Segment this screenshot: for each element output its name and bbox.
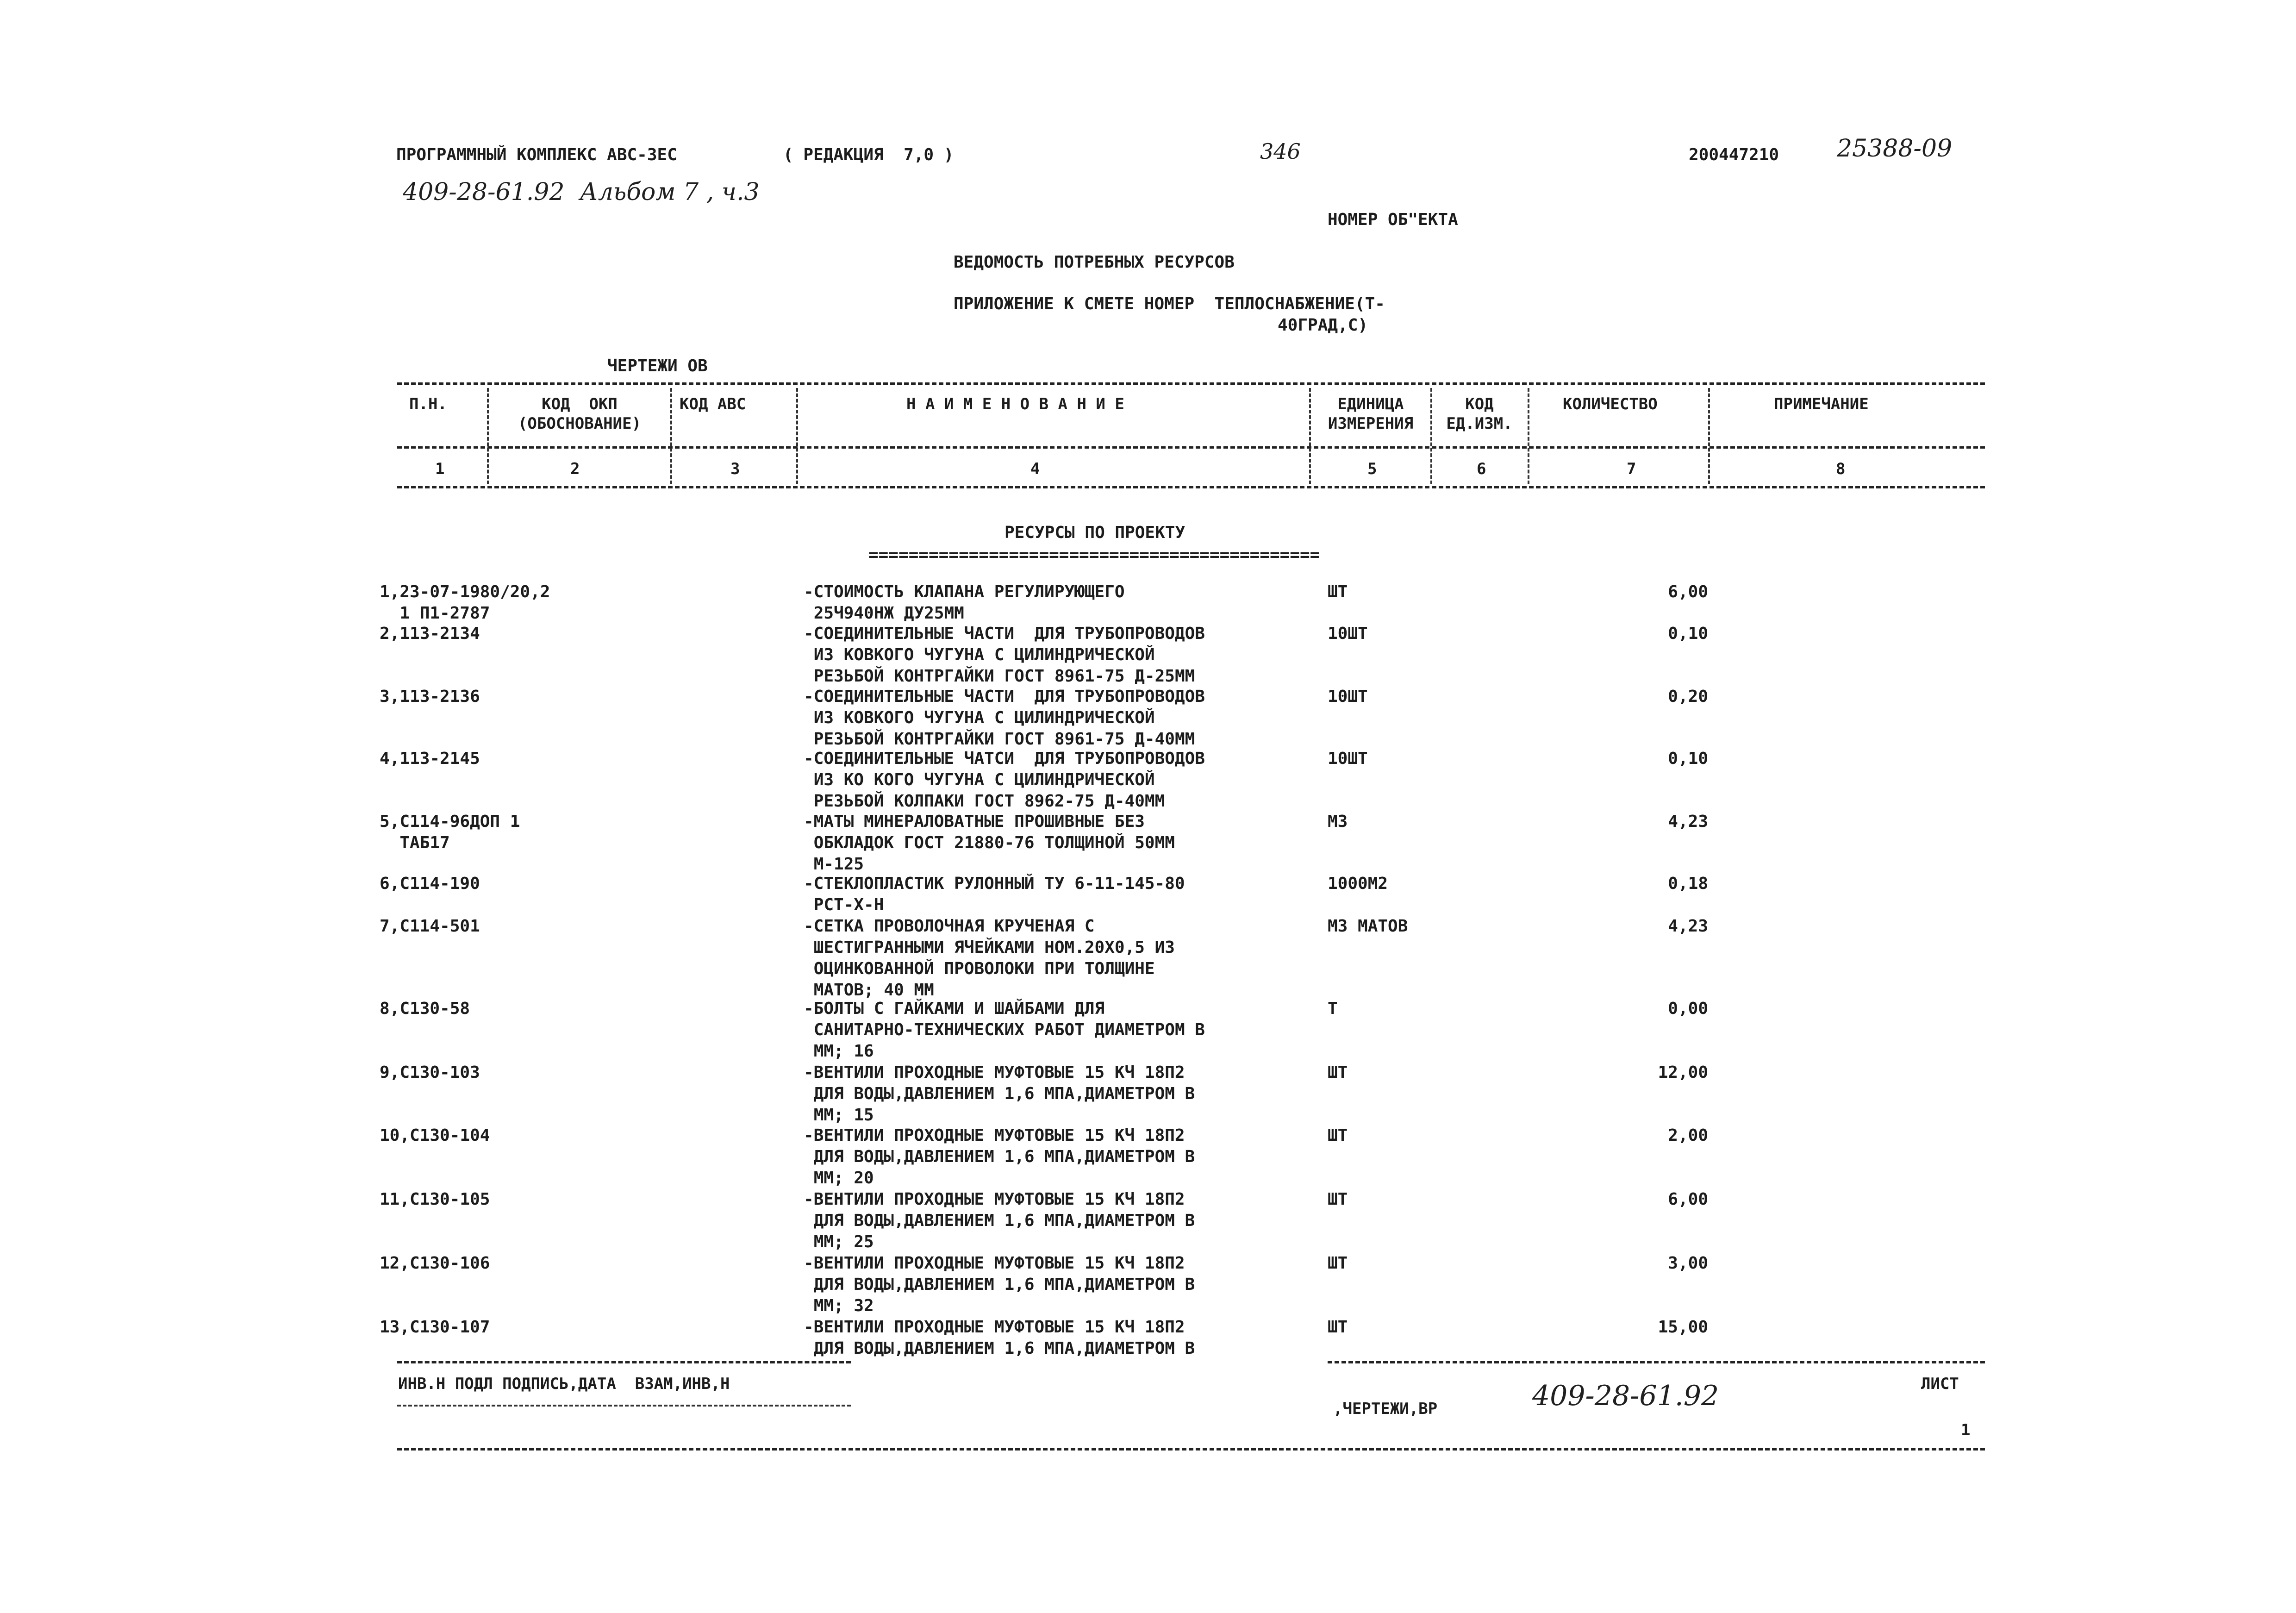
col-separator	[1528, 388, 1529, 484]
appendix-line-1: ПРИЛОЖЕНИЕ К СМЕТЕ НОМЕР ТЕПЛОСНАБЖЕНИЕ(Т-	[954, 294, 1385, 313]
row-unit: М3 МАТОВ	[1328, 917, 1408, 936]
numbers-bottom-rule	[397, 486, 1985, 488]
row-unit: М3	[1328, 812, 1348, 831]
row-code: 4,113-2145	[380, 749, 480, 768]
row-name: -ВЕНТИЛИ ПРОХОДНЫЕ МУФТОВЫЕ 15 КЧ 18П2 ДЛЯ ВОДЫ,ДАВЛЕНИЕМ 1,6 МПА,ДИАМЕТРОМ В ММ; 32	[804, 1254, 1195, 1315]
row-code: 1,23-07-1980/20,2 1 П1-2787	[380, 582, 550, 623]
row-name: -БОЛТЫ С ГАЙКАМИ И ШАЙБАМИ ДЛЯ САНИТАРНО-ТЕХНИЧЕСКИХ РАБОТ ДИАМЕТРОМ В ММ; 16	[804, 999, 1205, 1061]
col-number: 1	[435, 460, 445, 478]
header-bottom-rule	[397, 446, 1985, 449]
row-unit: ШТ	[1328, 1318, 1348, 1337]
row-name: -СЕТКА ПРОВОЛОЧНАЯ КРУЧЕНАЯ С ШЕСТИГРАННЫМИ ЯЧЕЙКАМИ НОМ.20Х0,5 ИЗ ОЦИНКОВАННОЙ ПРОВОЛОКИ ПРИ ТОЛЩИНЕ МАТОВ; 40 ММ	[804, 917, 1175, 1000]
footer-left-labels: ИНВ.Н ПОДЛ ПОДПИСЬ,ДАТА ВЗАМ,ИНВ,Н	[398, 1375, 730, 1393]
drawing-number: 409-28-61.92	[1532, 1380, 1719, 1412]
col-separator	[1430, 388, 1432, 484]
row-code: 12,С130-106	[380, 1254, 490, 1273]
row-quantity: 6,00	[1668, 1190, 1708, 1209]
drawings-label: ЧЕРТЕЖИ ОВ	[607, 356, 708, 375]
col-number: 7	[1627, 460, 1636, 478]
col-number: 2	[570, 460, 580, 478]
footer-right-top-rule	[1328, 1361, 1985, 1363]
row-name: -ВЕНТИЛИ ПРОХОДНЫЕ МУФТОВЫЕ 15 КЧ 18П2 ДЛЯ ВОДЫ,ДАВЛЕНИЕМ 1,6 МПА,ДИАМЕТРОМ В ММ; 25	[804, 1190, 1195, 1251]
col-header-okp: КОД ОКП (ОБОСНОВАНИЕ)	[518, 395, 642, 433]
row-quantity: 0,10	[1668, 624, 1708, 643]
col-header-pn: П.Н.	[409, 395, 447, 413]
col-number: 3	[730, 460, 740, 478]
appendix-line-2: 40ГРАД,С)	[1278, 316, 1368, 335]
footer-left-mid-rule	[397, 1405, 851, 1407]
program-name: ПРОГРАММНЫЙ КОМПЛЕКС АВС-3ЕС	[396, 145, 677, 164]
row-quantity: 4,23	[1668, 812, 1708, 831]
footer-left-top-rule	[397, 1361, 851, 1363]
row-name: -ВЕНТИЛИ ПРОХОДНЫЕ МУФТОВЫЕ 15 КЧ 18П2 ДЛЯ ВОДЫ,ДАВЛЕНИЕМ 1,6 МПА,ДИАМЕТРОМ В	[804, 1318, 1195, 1358]
handwritten-code: 25388-09	[1837, 135, 1953, 163]
row-name: -ВЕНТИЛИ ПРОХОДНЫЕ МУФТОВЫЕ 15 КЧ 18П2 ДЛЯ ВОДЫ,ДАВЛЕНИЕМ 1,6 МПА,ДИАМЕТРОМ В ММ; 20	[804, 1126, 1195, 1188]
row-name: -СОЕДИНИТЕЛЬНЫЕ ЧАСТИ ДЛЯ ТРУБОПРОВОДОВ ИЗ КОВКОГО ЧУГУНА С ЦИЛИНДРИЧЕСКОЙ РЕЗЬБОЙ КОНТРГАЙКИ ГОСТ 8961-75 Д-40ММ	[804, 687, 1205, 749]
row-unit: 10ШТ	[1328, 749, 1368, 768]
row-name: -СТЕКЛОПЛАСТИК РУЛОННЫЙ ТУ 6-11-145-80 РСТ-Х-Н	[804, 874, 1185, 914]
footer-bottom-rule	[397, 1448, 1985, 1450]
row-quantity: 2,00	[1668, 1126, 1708, 1145]
row-code: 11,С130-105	[380, 1190, 490, 1209]
row-code: 9,С130-103	[380, 1063, 480, 1082]
row-quantity: 0,20	[1668, 687, 1708, 706]
row-code: 8,С130-58	[380, 999, 470, 1018]
col-number: 4	[1030, 460, 1040, 478]
row-code: 7,С114-501	[380, 917, 480, 936]
col-header-unit-code: КОД ЕД.ИЗМ.	[1446, 395, 1513, 433]
section-underline: =============================================	[868, 545, 1320, 564]
row-quantity: 12,00	[1658, 1063, 1708, 1082]
row-name: -ВЕНТИЛИ ПРОХОДНЫЕ МУФТОВЫЕ 15 КЧ 18П2 ДЛЯ ВОДЫ,ДАВЛЕНИЕМ 1,6 МПА,ДИАМЕТРОМ В ММ; 15	[804, 1063, 1195, 1125]
row-unit: Т	[1328, 999, 1338, 1018]
col-header-quantity: КОЛИЧЕСТВО	[1563, 395, 1658, 413]
table-top-rule	[397, 382, 1985, 385]
row-unit: 10ШТ	[1328, 624, 1368, 643]
edition-label: ( РЕДАКЦИЯ 7,0 )	[783, 145, 954, 164]
col-header-note: ПРИМЕЧАНИЕ	[1774, 395, 1869, 413]
row-unit: ШТ	[1328, 1063, 1348, 1082]
row-quantity: 6,00	[1668, 582, 1708, 601]
row-name: -СОЕДИНИТЕЛЬНЫЕ ЧАСТИ ДЛЯ ТРУБОПРОВОДОВ ИЗ КОВКОГО ЧУГУНА С ЦИЛИНДРИЧЕСКОЙ РЕЗЬБОЙ КОНТРГАЙКИ ГОСТ 8961-75 Д-25ММ	[804, 624, 1205, 686]
row-unit: ШТ	[1328, 1254, 1348, 1273]
footer-drawings-label: ,ЧЕРТЕЖИ,ВР	[1333, 1400, 1438, 1418]
row-code: 2,113-2134	[380, 624, 480, 643]
col-separator	[1309, 388, 1311, 484]
row-unit: ШТ	[1328, 582, 1348, 601]
col-header-unit: ЕДИНИЦА ИЗМЕРЕНИЯ	[1328, 395, 1414, 433]
row-quantity: 0,10	[1668, 749, 1708, 768]
row-code: 13,С130-107	[380, 1318, 490, 1337]
row-code: 3,113-2136	[380, 687, 480, 706]
row-quantity: 4,23	[1668, 917, 1708, 936]
row-quantity: 3,00	[1668, 1254, 1708, 1273]
row-unit: ШТ	[1328, 1126, 1348, 1145]
sheet-label: ЛИСТ	[1921, 1375, 1959, 1393]
col-number: 8	[1836, 460, 1846, 478]
col-header-name: Н А И М Е Н О В А Н И Е	[906, 395, 1124, 413]
col-separator	[1708, 388, 1710, 484]
page-number: 346	[1260, 139, 1301, 164]
col-separator	[670, 388, 672, 484]
row-name: -СОЕДИНИТЕЛЬНЫЕ ЧАТСИ ДЛЯ ТРУБОПРОВОДОВ ИЗ КО КОГО ЧУГУНА С ЦИЛИНДРИЧЕСКОЙ РЕЗЬБОЙ КОЛПАКИ ГОСТ 8962-75 Д-40ММ	[804, 749, 1205, 811]
col-separator	[796, 388, 798, 484]
row-name: -МАТЫ МИНЕРАЛОВАТНЫЕ ПРОШИВНЫЕ БЕЗ ОБКЛАДОК ГОСТ 21880-76 ТОЛЩИНОЙ 50ММ М-125	[804, 812, 1175, 874]
object-number-label: НОМЕР ОБ"ЕКТА	[1328, 210, 1458, 229]
album-note: 409-28-61.92 Альбом 7 , ч.3	[403, 178, 760, 206]
row-code: 6,С114-190	[380, 874, 480, 893]
row-quantity: 0,18	[1668, 874, 1708, 893]
row-code: 10,С130-104	[380, 1126, 490, 1145]
row-unit: ШТ	[1328, 1190, 1348, 1209]
statement-title: ВЕДОМОСТЬ ПОТРЕБНЫХ РЕСУРСОВ	[954, 253, 1235, 272]
section-title: РЕСУРСЫ ПО ПРОЕКТУ	[1004, 523, 1185, 542]
row-unit: 1000М2	[1328, 874, 1388, 893]
row-code: 5,С114-96ДОП 1 ТАБ17	[380, 812, 520, 852]
col-number: 6	[1477, 460, 1486, 478]
col-separator	[487, 388, 489, 484]
sheet-number: 1	[1961, 1421, 1971, 1439]
row-unit: 10ШТ	[1328, 687, 1368, 706]
row-quantity: 15,00	[1658, 1318, 1708, 1337]
col-number: 5	[1367, 460, 1377, 478]
document-code: 200447210	[1689, 145, 1779, 164]
row-name: -СТОИМОСТЬ КЛАПАНА РЕГУЛИРУЮЩЕГО 25Ч940НЖ ДУ25ММ	[804, 582, 1125, 623]
col-header-avs: КОД АВС	[680, 395, 746, 413]
row-quantity: 0,00	[1668, 999, 1708, 1018]
